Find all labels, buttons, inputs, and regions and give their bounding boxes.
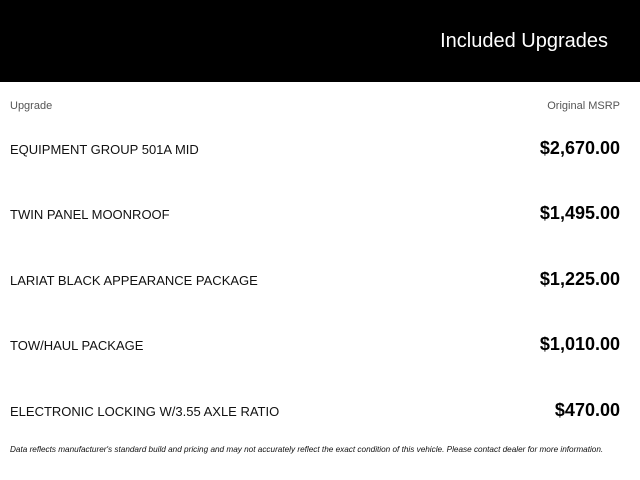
upgrade-row	[10, 134, 620, 164]
upgrade-row	[10, 396, 620, 426]
upgrade-row	[10, 330, 620, 360]
upgrade-price: $2,670.00	[539, 138, 620, 158]
upgrade-name: EQUIPMENT GROUP 501A MID	[10, 142, 199, 157]
header-banner	[0, 0, 640, 82]
upgrade-price: $1,225.00	[539, 269, 620, 289]
upgrade-name: TOW/HAUL PACKAGE	[10, 338, 144, 353]
upgrade-name: TWIN PANEL MOONROOF	[10, 207, 170, 222]
upgrade-name: LARIAT BLACK APPEARANCE PACKAGE	[10, 273, 258, 288]
upgrade-row	[10, 199, 620, 229]
disclaimer-text: Data reflects manufacturer's standard build and pricing and may not accurately reflect the exact condition of this vehicle. Please contact dealer for more information.	[10, 445, 604, 454]
page-title: Included Upgrades	[440, 30, 608, 52]
upgrade-row	[10, 265, 620, 295]
upgrade-price: $470.00	[554, 400, 620, 420]
column-header-msrp: Original MSRP	[547, 100, 620, 112]
upgrade-name: ELECTRONIC LOCKING W/3.55 AXLE RATIO	[10, 404, 280, 419]
upgrade-price: $1,495.00	[539, 203, 620, 223]
column-header-upgrade: Upgrade	[10, 100, 53, 112]
upgrade-price: $1,010.00	[539, 334, 620, 354]
